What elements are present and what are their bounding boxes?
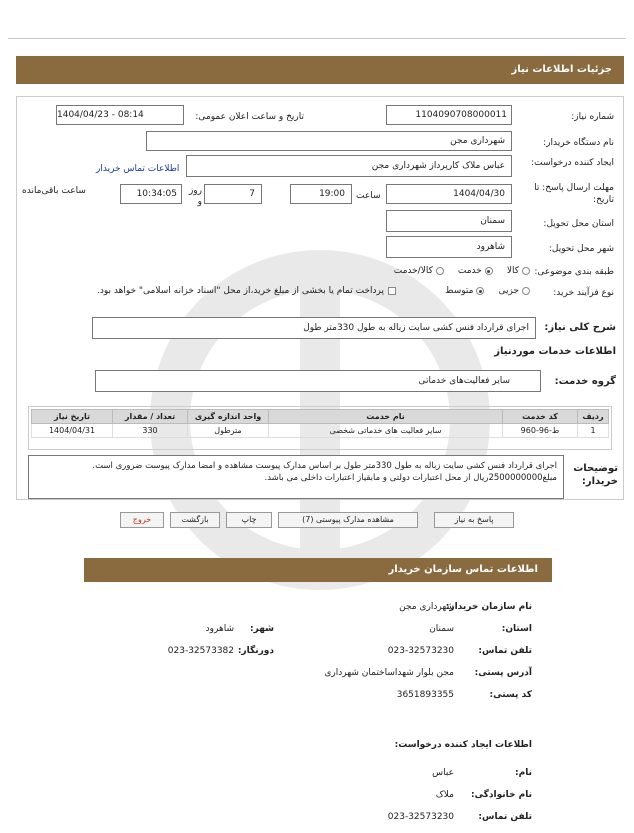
name-label: نام: — [515, 768, 532, 778]
deadline-label: مهلت ارسال پاسخ: تا تاریخ: — [534, 183, 614, 205]
time-label: ساعت — [356, 191, 381, 201]
services-section-title: اطلاعات خدمات موردنیاز — [494, 346, 616, 357]
creator-phone-value: 023-32573230 — [387, 812, 454, 822]
buyer-label: نام دستگاه خریدار: — [543, 138, 614, 148]
buyer-notes-field — [28, 455, 564, 499]
deadline-date-field: 1404/04/30 — [386, 184, 512, 204]
family-value: ملاک — [435, 790, 454, 800]
contact-phone-value: 023-32573230 — [387, 646, 454, 656]
province-label: استان محل تحویل: — [543, 219, 614, 229]
col-qty: تعداد / مقدار — [113, 410, 188, 424]
payment-note: پرداخت تمام یا بخشی از مبلغ خرید،از محل "اسناد خزانه اسلامی" خواهد بود. — [96, 286, 384, 296]
service-group-field: سایر فعالیت‌های خدماتی — [95, 370, 541, 392]
category-option-goods[interactable]: کالا — [507, 266, 530, 276]
summary-field: اجرای قرارداد فنس کشی سایت زباله به طول 330متر طول — [92, 317, 536, 339]
contact-city-value: شاهرود — [205, 624, 234, 634]
summary-label: شرح کلی نیاز: — [544, 322, 616, 333]
col-date: تاریخ نیاز — [32, 410, 113, 424]
contact-title: اطلاعات تماس سازمان خریدار — [388, 564, 538, 575]
category-label: طبقه بندی موضوعی: — [534, 267, 614, 277]
col-name: نام خدمت — [269, 410, 503, 424]
process-label: نوع فرآیند خرید: — [553, 288, 614, 298]
creator-phone-label: تلفن تماس: — [478, 812, 532, 822]
services-table-frame — [28, 406, 612, 450]
category-option-service[interactable]: خدمت — [458, 266, 493, 276]
contact-city-label: شهر: — [250, 624, 274, 634]
remaining-field: 10:34:05 — [120, 184, 182, 204]
category-option-both[interactable]: کالا/خدمت — [394, 266, 444, 276]
process-options — [420, 286, 530, 296]
family-label: نام خانوادگی: — [470, 790, 532, 800]
announce-field: 1404/04/23 - 08:14 — [56, 105, 184, 125]
contact-header — [84, 558, 552, 582]
table-row: 1 ط-96-960 سایر فعالیت های خدماتی شخصی مترطول 330 1404/04/31 — [32, 424, 609, 438]
back-button[interactable]: بازگشت — [170, 512, 220, 528]
page-title: جزئیات اطلاعات نیاز — [511, 64, 612, 75]
days-label: روز و — [188, 186, 202, 207]
print-button[interactable]: چاپ — [226, 512, 272, 528]
radio-icon — [522, 267, 530, 275]
creator-info-title: اطلاعات ایجاد کننده درخواست: — [394, 740, 532, 750]
address-value: مجن بلوار شهداساختمان شهرداری — [324, 668, 454, 678]
remaining-label: ساعت باقی‌مانده — [22, 186, 86, 196]
process-option-medium[interactable]: متوسط — [445, 286, 484, 296]
reply-button[interactable]: پاسخ به نیاز — [434, 512, 514, 528]
city-label: شهر محل تحویل: — [548, 244, 614, 254]
buyer-notes-line1: اجرای قرارداد فنس کشی سایت زباله به طول 330متر طول بر اساس مدارک پیوست مشاهده و امضا مدارک پیوست ضروری است. — [92, 461, 557, 471]
col-code: کد خدمت — [503, 410, 578, 424]
radio-icon — [436, 267, 444, 275]
radio-icon — [522, 287, 530, 295]
postal-label: کد پستی: — [489, 690, 532, 700]
days-field: 7 — [204, 184, 262, 204]
col-unit: واحد اندازه گیری — [188, 410, 269, 424]
service-group-label: گروه خدمت: — [554, 376, 616, 387]
process-option-minor[interactable]: جزیی — [498, 286, 530, 296]
contact-province-value: سمنان — [429, 624, 454, 634]
announce-label: تاریخ و ساعت اعلان عمومی: — [195, 112, 304, 122]
address-label: آدرس پستی: — [474, 668, 532, 678]
org-label: نام سازمان خریدار: — [445, 602, 532, 612]
creator-field: عباس ملاک کارپرداز شهرداری مجن — [186, 155, 512, 177]
buyer-notes-label: توضیحات خریدار: — [573, 463, 618, 487]
page-header — [16, 56, 624, 84]
radio-selected-icon — [476, 287, 484, 295]
services-table — [31, 409, 609, 438]
fax-label: دورنگار: — [237, 646, 274, 656]
top-rule — [8, 38, 626, 39]
buyer-field: شهرداری مجن — [146, 131, 512, 151]
deadline-time-field: 19:00 — [290, 184, 352, 204]
contact-phone-label: تلفن تماس: — [478, 646, 532, 656]
contact-province-label: استان: — [501, 624, 532, 634]
creator-label: ایجاد کننده درخواست: — [531, 158, 614, 168]
postal-value: 3651893355 — [396, 690, 454, 700]
radio-selected-icon — [485, 267, 493, 275]
name-value: عباس — [432, 768, 454, 778]
need-number-field: 1104090708000011 — [386, 105, 512, 125]
exit-button[interactable]: خروج — [120, 512, 164, 528]
category-options — [320, 266, 530, 276]
table-header-row — [32, 410, 609, 424]
col-row: ردیف — [578, 410, 609, 424]
need-number-label: شماره نیاز: — [571, 112, 614, 122]
payment-checkbox[interactable] — [388, 287, 396, 295]
payment-option — [52, 286, 396, 296]
contact-info-link[interactable]: اطلاعات تماس خریدار — [96, 164, 180, 174]
province-field: سمنان — [386, 210, 512, 232]
fax-value: 023-32573382 — [167, 646, 234, 656]
attachments-button[interactable]: مشاهده مدارک پیوستی (7) — [278, 512, 418, 528]
city-field: شاهرود — [386, 236, 512, 258]
buyer-notes-line2: مبلغ2500000000ریال از محل اعتبارات دولتی و مابقیاز اعتبارات داخلی می باشد. — [264, 473, 557, 483]
org-value: شهرداری مجن — [399, 602, 454, 612]
